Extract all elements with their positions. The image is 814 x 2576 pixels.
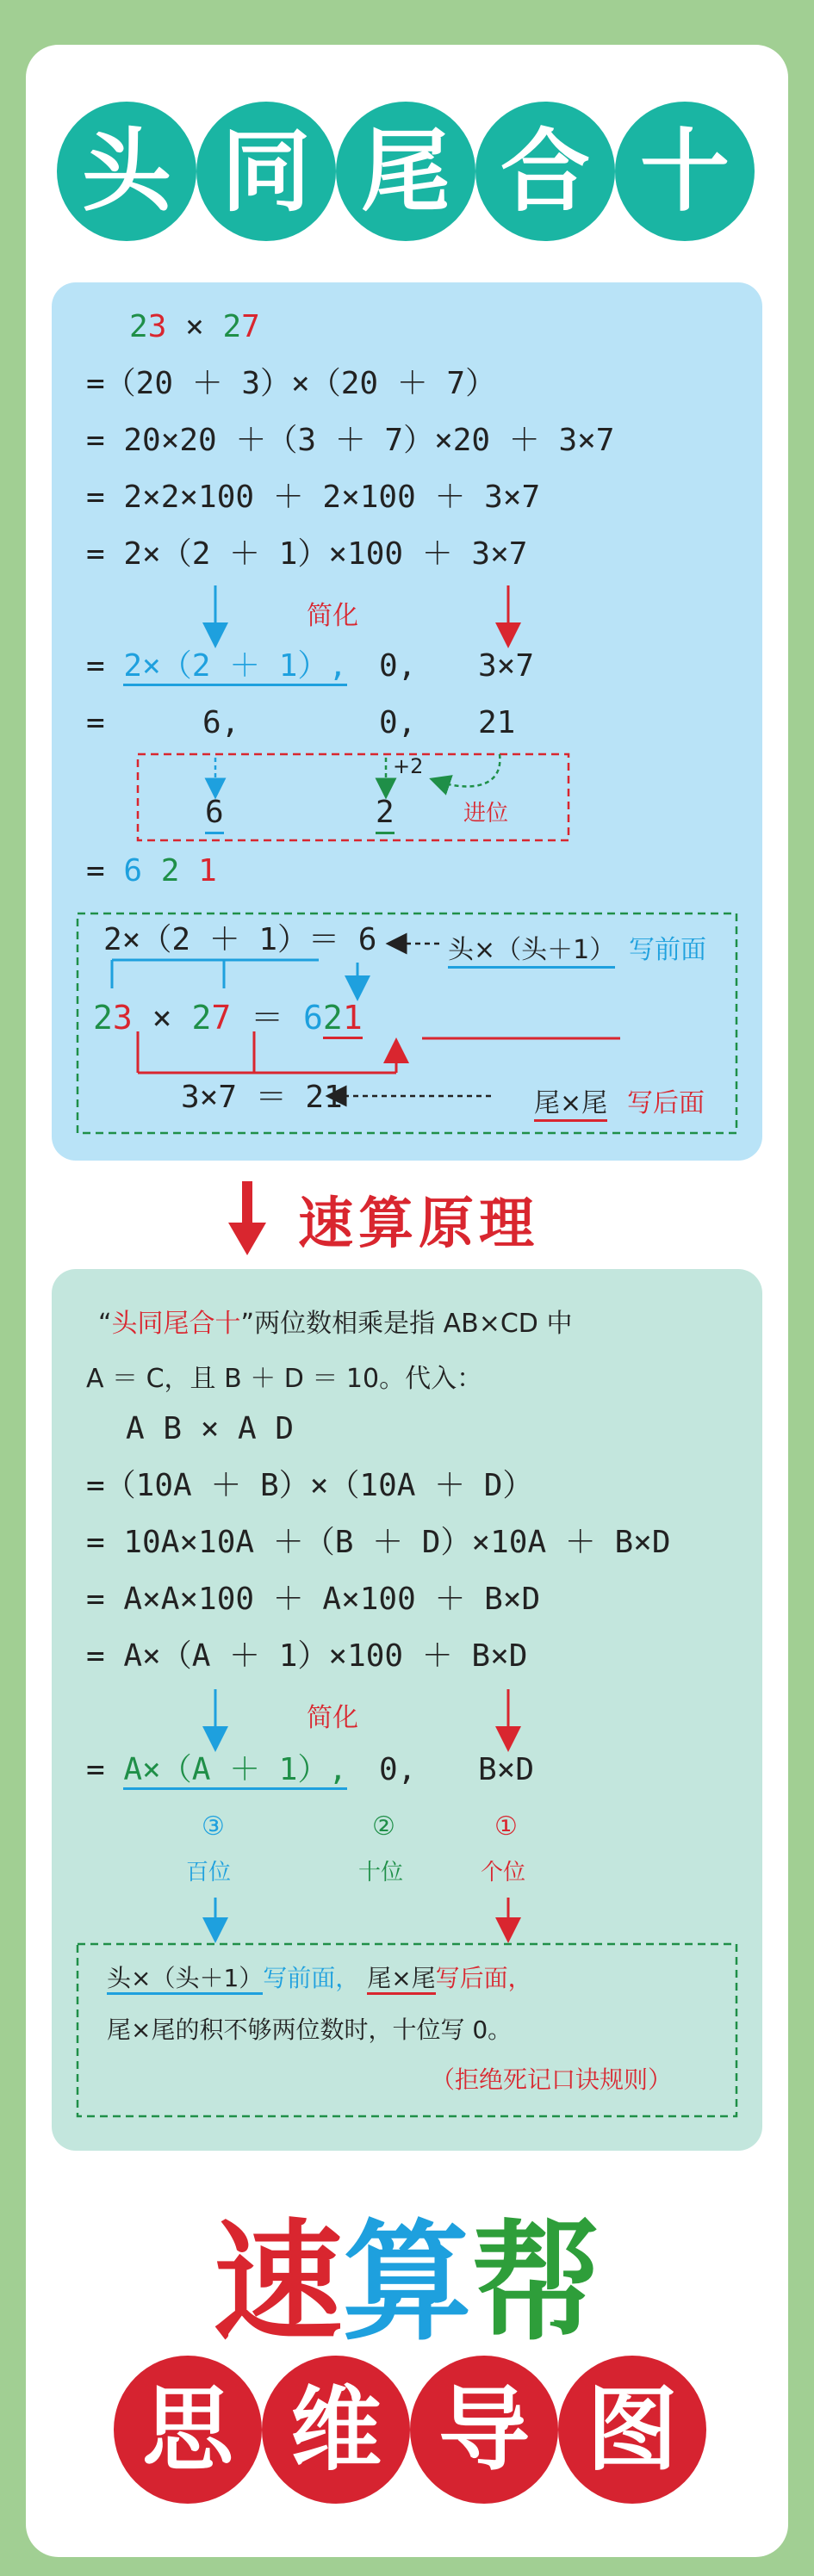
example-panel bbox=[52, 282, 762, 1161]
example-line-6-ones: 21 bbox=[478, 705, 516, 740]
position-num-tens: ② bbox=[372, 1811, 395, 1842]
head-note: 写前面 bbox=[629, 935, 706, 965]
title-char: 同 bbox=[196, 102, 336, 241]
position-num-ones: ① bbox=[494, 1811, 518, 1842]
example-line-5-tens: 0, bbox=[379, 648, 417, 684]
title-char: 头 bbox=[57, 102, 196, 241]
principle-line-0: A B × A D bbox=[126, 1411, 295, 1446]
example-line-6-tens: 0, bbox=[379, 705, 417, 740]
position-label-tens: 十位 bbox=[358, 1860, 404, 1886]
title-char: 十 bbox=[615, 102, 755, 241]
brand-title: 速算帮 bbox=[213, 2207, 601, 2358]
principle-panel bbox=[52, 1269, 762, 2151]
example-line-5-ones: 3×7 bbox=[478, 648, 535, 684]
principle-line-4: = A×（A ＋ 1）×100 ＋ B×D bbox=[86, 1638, 528, 1674]
carry-tens: 2 bbox=[376, 794, 395, 834]
example-line-6-hundreds: 6, bbox=[202, 705, 240, 740]
summary-bottom-formula: 3×7 ＝ 21 bbox=[181, 1080, 343, 1115]
example-line-2: = 20×20 ＋（3 ＋ 7）×20 ＋ 3×7 bbox=[86, 423, 615, 458]
example-line-5: = 2×（2 ＋ 1）, bbox=[86, 647, 347, 685]
carry-hundreds: 6 bbox=[205, 794, 224, 834]
principle-line-5-tens: 0, bbox=[379, 1752, 417, 1787]
example-result: = 6 2 1 bbox=[86, 853, 217, 889]
tail-rule: 尾×尾 bbox=[534, 1081, 607, 1122]
footer-char: 图 bbox=[558, 2356, 706, 2504]
rule-line-1: 头×（头＋1）写前面， 尾×尾写后面， bbox=[107, 1960, 532, 1994]
position-num-hundreds: ③ bbox=[202, 1811, 225, 1842]
rule-note: （拒绝死记口诀规则） bbox=[431, 2065, 673, 2094]
title-char: 尾 bbox=[336, 102, 475, 241]
summary-mid-formula: 23 × 27 ＝ 621 bbox=[93, 999, 363, 1037]
example-line-0: 23 × 27 bbox=[129, 309, 260, 344]
principle-line-5: = A×（A ＋ 1）, bbox=[86, 1751, 347, 1789]
principle-line-3: = A×A×100 ＋ A×100 ＋ B×D bbox=[86, 1582, 541, 1617]
carry-plus: +2 bbox=[393, 754, 424, 778]
simplify-label: 简化 bbox=[307, 601, 358, 631]
principle-intro-1: “头同尾合十”两位数相乘是指 AB×CD 中 bbox=[98, 1309, 573, 1339]
rule-line-2: 尾×尾的积不够两位数时，十位写 0。 bbox=[107, 2016, 513, 2044]
example-line-1: =（20 ＋ 3）×（20 ＋ 7） bbox=[86, 366, 497, 401]
position-label-hundreds: 百位 bbox=[186, 1860, 232, 1886]
footer-char: 导 bbox=[410, 2356, 558, 2504]
carry-arrow-icon bbox=[439, 754, 500, 786]
example-line-3: = 2×2×100 ＋ 2×100 ＋ 3×7 bbox=[86, 480, 541, 515]
section-title: 速算原理 bbox=[298, 1192, 539, 1256]
principle-line-5-ones: B×D bbox=[478, 1752, 535, 1787]
tail-note: 写后面 bbox=[627, 1088, 705, 1118]
principle-line-1: =（10A ＋ B）×（10A ＋ D） bbox=[86, 1468, 534, 1503]
example-line-6-eq: = bbox=[86, 705, 105, 740]
summary-top-formula: 2×（2 ＋ 1）＝ 6 bbox=[103, 922, 377, 957]
carry-label: 进位 bbox=[463, 801, 509, 827]
title-char: 合 bbox=[475, 102, 615, 241]
example-line-4: = 2×（2 ＋ 1）×100 ＋ 3×7 bbox=[86, 536, 528, 572]
footer-char: 思 bbox=[114, 2356, 262, 2504]
principle-intro-2: A ＝ C，且 B ＋ D ＝ 10。代入： bbox=[86, 1364, 483, 1394]
position-label-ones: 个位 bbox=[481, 1860, 526, 1886]
principle-line-2: = 10A×10A ＋（B ＋ D）×10A ＋ B×D bbox=[86, 1525, 671, 1560]
head-rule: 头×（头＋1） bbox=[448, 928, 615, 969]
simplify-label: 简化 bbox=[307, 1703, 358, 1733]
footer-char: 维 bbox=[262, 2356, 410, 2504]
